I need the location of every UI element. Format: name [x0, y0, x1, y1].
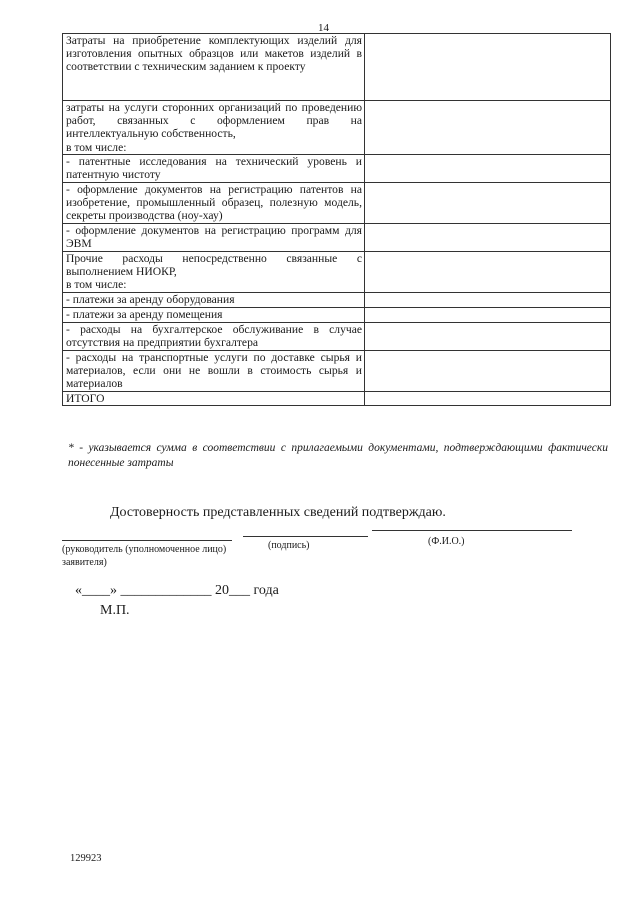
date-line: «____» _____________ 20___ года	[75, 583, 279, 598]
table-row	[63, 252, 611, 293]
table-row	[63, 351, 611, 392]
confirmation-statement: Достоверность представленных сведений подтверждаю.	[110, 505, 446, 520]
row-value	[365, 252, 611, 293]
table-row	[63, 34, 611, 101]
row-value	[365, 224, 611, 252]
table-row	[63, 224, 611, 252]
row-label: - расходы на транспортные услуги по доставке сырья и материалов, если они не вошли в стоимость сырья и материалов	[63, 351, 365, 392]
table-row	[63, 101, 611, 155]
table-row	[63, 293, 611, 308]
row-label: - расходы на бухгалтерское обслуживание в случае отсутствия на предприятии бухгалтера	[63, 323, 365, 351]
row-value	[365, 293, 611, 308]
row-label: Прочие расходы непосредственно связанные с выполнением НИОКР, в том числе:	[63, 252, 365, 293]
row-value	[365, 34, 611, 101]
document-code: 129923	[70, 853, 102, 864]
row-label: - платежи за аренду оборудования	[63, 293, 365, 308]
row-label: - платежи за аренду помещения	[63, 308, 365, 323]
row-value	[365, 183, 611, 224]
row-label: - оформление документов на регистрацию программ для ЭВМ	[63, 224, 365, 252]
table-row	[63, 308, 611, 323]
row-value	[365, 155, 611, 183]
name-caption: (Ф.И.О.)	[428, 536, 465, 547]
name-signature-line	[372, 530, 572, 531]
row-label: затраты на услуги сторонних организаций по проведению работ, связанных с оформлением прав на интеллектуальную собственность, в том числе:	[63, 101, 365, 155]
head-caption: (руководитель (уполномоченное лицо) заявителя)	[62, 544, 227, 568]
table-row-total	[63, 392, 611, 406]
row-value	[365, 101, 611, 155]
page-number: 14	[318, 22, 329, 34]
row-value	[365, 351, 611, 392]
stamp-placeholder: М.П.	[100, 603, 130, 618]
table-row	[63, 155, 611, 183]
sign-caption: (подпись)	[268, 540, 310, 551]
head-signature-line	[62, 540, 232, 541]
cost-table	[62, 33, 611, 406]
row-value	[365, 308, 611, 323]
signature-line	[243, 536, 368, 537]
table-row	[63, 323, 611, 351]
total-label: ИТОГО	[63, 392, 365, 406]
row-value	[365, 323, 611, 351]
row-label: - оформление документов на регистрацию патентов на изобретение, промышленный образец, полезную модель, секреты производства (ноу-хау)	[63, 183, 365, 224]
row-label: Затраты на приобретение комплектующих изделий для изготовления опытных образцов или макетов изделий в соответствии с техническим заданием к проекту	[63, 34, 365, 101]
footnote: * - указывается сумма в соответствии с прилагаемыми документами, подтверждающими фактически понесенные затраты	[68, 442, 608, 469]
row-label: - патентные исследования на технический уровень и патентную чистоту	[63, 155, 365, 183]
table-row	[63, 183, 611, 224]
total-value	[365, 392, 611, 406]
